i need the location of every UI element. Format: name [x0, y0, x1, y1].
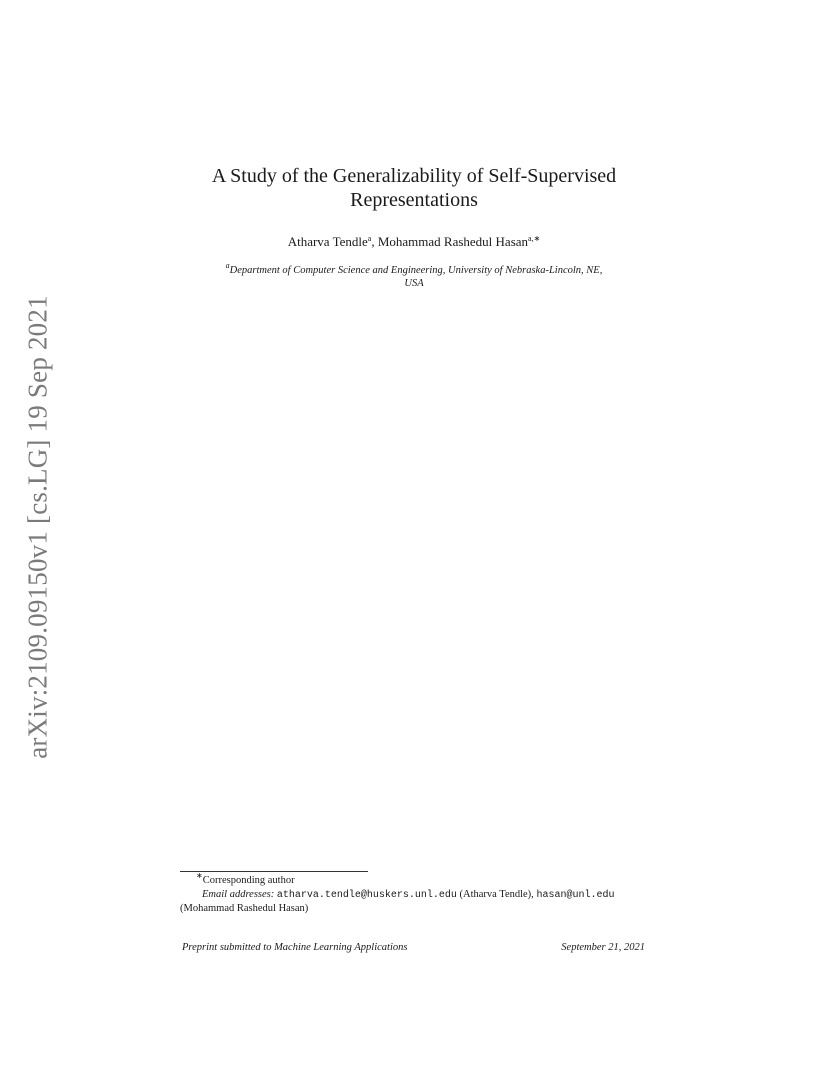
- corresponding-author-label: Corresponding author: [202, 875, 295, 886]
- affiliation-line-1: Department of Computer Science and Engineering, University of Nebraska-Lincoln, NE,: [229, 265, 603, 276]
- preprint-note: Preprint submitted to Machine Learning Applications: [182, 942, 408, 953]
- submission-date: September 21, 2021: [561, 942, 645, 953]
- author-name: Atharva Tendle: [287, 234, 368, 249]
- footnote-rule: [180, 871, 368, 872]
- email-addresses-label: Email addresses:: [202, 888, 275, 900]
- corresponding-mark: ∗: [196, 871, 203, 880]
- arxiv-identifier-stamp[interactable]: arXiv:2109.09150v1 [cs.LG] 19 Sep 2021: [22, 295, 53, 759]
- affiliation: [180, 261, 648, 290]
- paper-title-line-2: Representations: [350, 189, 478, 211]
- footnote: [180, 871, 648, 916]
- paper-title: [0, 164, 828, 212]
- author-affiliation-mark: a: [367, 234, 372, 243]
- author-separator: ,: [371, 234, 378, 249]
- paper-title-line-1: A Study of the Generalizability of Self-Supervised: [211, 165, 617, 187]
- affiliation-line-2: USA: [404, 278, 424, 289]
- affiliation-mark: a: [225, 261, 230, 270]
- email-link-hasan[interactable]: hasan@unl.edu: [536, 889, 615, 901]
- email-owner-tendle: (Atharva Tendle),: [459, 888, 534, 900]
- author-affiliation-mark: a,∗: [528, 234, 541, 243]
- email-owner-hasan: (Mohammad Rashedul Hasan): [180, 903, 309, 914]
- email-link-tendle[interactable]: atharva.tendle@huskers.unl.edu: [276, 889, 457, 901]
- author-list: [0, 234, 828, 250]
- author-name: Mohammad Rashedul Hasan: [377, 234, 529, 249]
